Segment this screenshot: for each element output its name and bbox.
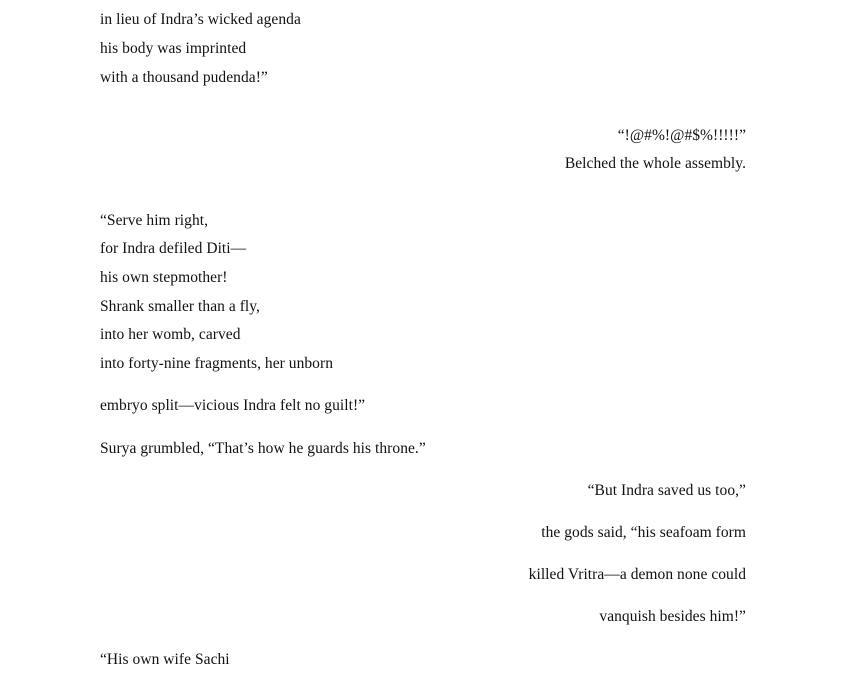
poem-line: Surya grumbled, “That’s how he guards his throne.” bbox=[100, 440, 426, 457]
poem-line: killed Vritra—a demon none could bbox=[528, 566, 746, 583]
poem-line: Shrank smaller than a fly, bbox=[100, 298, 260, 315]
poem-line: embryo split—vicious Indra felt no guilt!” bbox=[100, 397, 366, 414]
poem-line: the gods said, “his seafoam form bbox=[541, 524, 746, 541]
poem-line: into forty-nine fragments, her unborn bbox=[100, 355, 333, 372]
poem-line: into her womb, carved bbox=[100, 326, 241, 343]
poem-line: vanquish besides him!” bbox=[599, 608, 746, 625]
poem-line: his own stepmother! bbox=[100, 269, 228, 286]
poem-line: “But Indra saved us too,” bbox=[587, 482, 746, 499]
poem-line: “!@#%!@#$%!!!!!” bbox=[617, 127, 746, 144]
poem-line: in lieu of Indra’s wicked agenda bbox=[100, 11, 301, 28]
poem-line: “Serve him right, bbox=[100, 212, 209, 229]
poem-line: with a thousand pudenda!” bbox=[100, 69, 268, 86]
poem-line: Belched the whole assembly. bbox=[564, 155, 746, 172]
poem-line: “His own wife Sachi bbox=[100, 651, 230, 668]
poem-line: his body was imprinted bbox=[100, 40, 247, 57]
poem-line: for Indra defiled Diti— bbox=[100, 240, 247, 257]
